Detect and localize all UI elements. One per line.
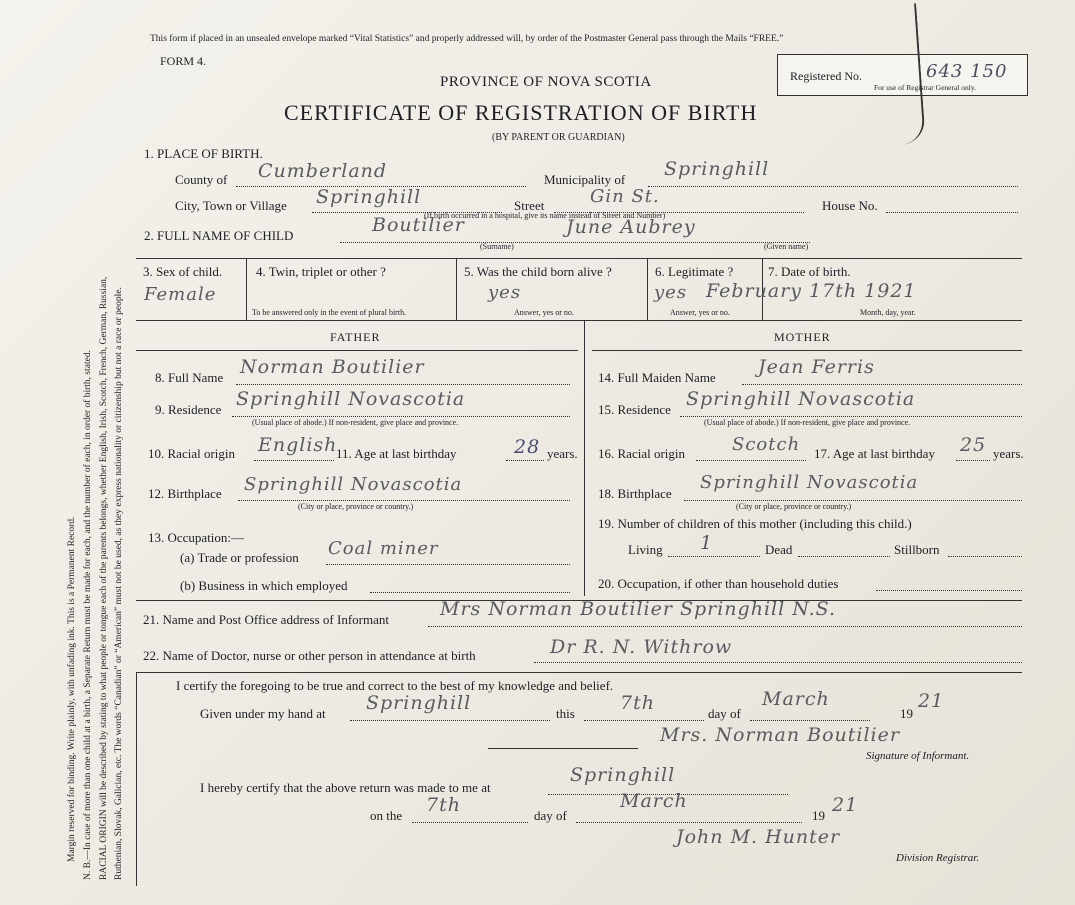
alive-label: 5. Was the child born alive ?: [464, 264, 612, 279]
certify-day-line: [584, 720, 704, 721]
registrar-signature: John M. Hunter: [676, 826, 841, 848]
certify-year-prefix: 19: [900, 706, 913, 721]
given-label: Given under my hand at: [200, 706, 326, 721]
father-bp-line: [238, 500, 570, 501]
father-years: years.: [547, 446, 578, 461]
margin-note-racial-1: RACIAL ORIGIN will be described by stating to what people or tongue each of the parents belongs, whether English, Irish, Scotch, French, German, Russian,: [99, 276, 109, 880]
municipality-value: Springhill: [664, 158, 770, 180]
row3-div-3: [647, 258, 648, 320]
dead-label: Dead: [765, 542, 793, 557]
margin-note-binding: Margin reserved for binding. Write plainly, with unfading ink. This is a Permanent Record.: [67, 516, 77, 862]
given-line: [350, 720, 550, 721]
informant-sig-label: Signature of Informant.: [866, 750, 970, 762]
mother-age-label: 17. Age at last birthday: [814, 446, 935, 461]
county-value: Cumberland: [258, 160, 388, 182]
mother-occ-label: 20. Occupation, if other than household duties: [598, 576, 839, 591]
mother-res-label: 15. Residence: [598, 402, 671, 417]
informant-line: [428, 626, 1022, 627]
registrar-on-label: on the: [370, 808, 403, 823]
father-race-label: 10. Racial origin: [148, 446, 236, 461]
doctor-label: 22. Name of Doctor, nurse or other person in attendance at birth: [143, 648, 476, 663]
mother-race-label: 16. Racial origin: [598, 446, 686, 461]
father-res-value: Springhill Novascotia: [236, 388, 466, 410]
date-value: February 17th 1921: [706, 280, 917, 302]
father-race-value: English: [258, 434, 338, 456]
mother-name-line: [742, 384, 1022, 385]
municipality-label: Municipality of: [544, 172, 626, 187]
mother-race-line: [696, 460, 806, 461]
mother-res-note: (Usual place of abode.) If non-resident, give place and province.: [704, 418, 911, 427]
alive-note: Answer, yes or no.: [514, 308, 574, 317]
certify-left-rule: [136, 672, 137, 886]
registrar-month: March: [620, 790, 688, 812]
sex-value: Female: [144, 284, 217, 305]
registered-sub: For use of Registrar General only.: [874, 83, 976, 92]
registered-label: Registered No.: [790, 69, 862, 83]
given-label: (Given name): [764, 242, 809, 251]
registrar-text: I hereby certify that the above return was made to me at: [200, 780, 491, 795]
city-label: City, Town or Village: [175, 198, 287, 213]
living-label: Living: [628, 542, 663, 557]
certify-this-label: this: [556, 706, 575, 721]
biz-line: [370, 592, 570, 593]
certify-month-line: [750, 720, 870, 721]
mail-notice: This form if placed in an unsealed envelope marked “Vital Statistics” and properly addressed will, by order of the Postmaster General pass through the Mails “FREE.”: [150, 34, 784, 44]
alive-value: yes: [488, 282, 522, 303]
street-value: Gin St.: [590, 186, 660, 207]
father-bp-note: (City or place, province or country.): [298, 502, 414, 511]
certificate-subtitle: (BY PARENT OR GUARDIAN): [492, 132, 625, 143]
certify-text: I certify the foregoing to be true and correct to the best of my knowledge and belief.: [176, 678, 614, 693]
parents-divider: [584, 320, 585, 596]
pen-mark: [892, 3, 926, 144]
municipality-line: [648, 186, 1018, 187]
row3-div-2: [456, 258, 457, 320]
stillborn-label: Stillborn: [894, 542, 940, 557]
registrar-day-line: [412, 822, 528, 823]
house-line: [886, 212, 1018, 213]
father-heading: FATHER: [330, 330, 381, 344]
stillborn-line: [948, 556, 1022, 557]
mother-years: years.: [993, 446, 1024, 461]
sex-label: 3. Sex of child.: [143, 264, 223, 279]
city-value: Springhill: [316, 186, 422, 208]
certify-top-rule: [136, 672, 1022, 673]
mother-heading: MOTHER: [774, 330, 831, 344]
twin-label: 4. Twin, triplet or other ?: [256, 264, 386, 279]
living-line: [668, 556, 760, 557]
date-label: 7. Date of birth.: [768, 264, 851, 279]
certify-month: March: [762, 688, 830, 710]
registrar-dayof-label: day of: [534, 808, 567, 823]
informant-value: Mrs Norman Boutilier Springhill N.S.: [440, 598, 837, 620]
county-label: County of: [175, 172, 228, 187]
certify-day: 7th: [620, 692, 655, 714]
province-heading: PROVINCE OF NOVA SCOTIA: [440, 74, 652, 90]
registrar-day: 7th: [426, 794, 461, 816]
father-name-label: 8. Full Name: [155, 370, 224, 385]
living-value: 1: [700, 532, 714, 554]
legit-label: 6. Legitimate ?: [655, 264, 734, 279]
surname-label: (Surname): [480, 242, 514, 251]
row3-bottom-rule: [136, 320, 1022, 321]
mother-bp-line: [684, 500, 1022, 501]
mother-name-value: Jean Ferris: [758, 356, 875, 378]
father-age-label: 11. Age at last birthday: [336, 446, 457, 461]
registered-number: 643 150: [926, 61, 1008, 82]
trade-line: [326, 564, 570, 565]
child-name-line: [340, 242, 810, 243]
mother-res-line: [680, 416, 1022, 417]
legit-value: yes: [654, 282, 688, 303]
certify-year: 21: [918, 690, 945, 712]
father-res-line: [232, 416, 570, 417]
certificate-title: CERTIFICATE OF REGISTRATION OF BIRTH: [284, 100, 758, 125]
child-surname: Boutilier: [372, 214, 465, 236]
mother-bp-label: 18. Birthplace: [598, 486, 672, 501]
doctor-value: Dr R. N. Withrow: [550, 636, 733, 658]
doctor-line: [534, 662, 1022, 663]
registrar-year-prefix: 19: [812, 808, 825, 823]
registrar-year: 21: [832, 794, 859, 816]
margin-note-nb: N. B.—In case of more than one child at a birth, a Separate Return must be made for each, and the number of each, in order of birth, stated.: [83, 350, 93, 880]
mother-bp-value: Springhill Novascotia: [700, 472, 919, 493]
legit-note: Answer, yes or no.: [670, 308, 730, 317]
registrar-month-line: [576, 822, 802, 823]
hospital-note: (If birth occurred in a hospital, give its name instead of Street and Number): [424, 211, 666, 220]
date-note: Month, day, year.: [860, 308, 916, 317]
row3-top-rule: [136, 258, 1022, 259]
mother-res-value: Springhill Novascotia: [686, 388, 916, 410]
father-res-label: 9. Residence: [155, 402, 222, 417]
father-bp-value: Springhill Novascotia: [244, 474, 463, 495]
father-name-line: [236, 384, 570, 385]
mother-occ-line: [876, 590, 1022, 591]
mother-bp-note: (City or place, province or country.): [736, 502, 852, 511]
father-age-line: [506, 460, 544, 461]
children-label: 19. Number of children of this mother (including this child.): [598, 516, 912, 531]
mother-age-value: 25: [960, 434, 987, 456]
form-number: FORM 4.: [160, 54, 207, 68]
father-head-rule: [136, 350, 578, 351]
twin-note: To be answered only in the event of plural birth.: [252, 308, 407, 317]
biz-label: (b) Business in which employed: [180, 578, 348, 593]
informant-label: 21. Name and Post Office address of Informant: [143, 612, 389, 627]
father-occ-label: 13. Occupation:—: [148, 530, 245, 545]
mother-race-value: Scotch: [732, 434, 801, 455]
trade-value: Coal miner: [328, 538, 439, 559]
mother-age-line: [956, 460, 990, 461]
dead-line: [798, 556, 890, 557]
father-bp-label: 12. Birthplace: [148, 486, 222, 501]
street-label: Street: [514, 198, 545, 213]
trade-label: (a) Trade or profession: [180, 550, 299, 565]
mother-name-label: 14. Full Maiden Name: [598, 370, 716, 385]
child-given: June Aubrey: [566, 216, 696, 238]
father-age-value: 28: [514, 436, 541, 458]
father-res-note: (Usual place of abode.) If non-resident, give place and province.: [252, 418, 459, 427]
given-place: Springhill: [366, 692, 472, 714]
short-rule: [488, 748, 638, 749]
certify-dayof-label: day of: [708, 706, 741, 721]
child-name-heading: 2. FULL NAME OF CHILD: [144, 228, 294, 243]
place-heading: 1. PLACE OF BIRTH.: [144, 146, 263, 161]
house-label: House No.: [822, 198, 878, 213]
father-race-line: [254, 460, 334, 461]
row3-div-1: [246, 258, 247, 320]
father-name-value: Norman Boutilier: [240, 356, 425, 378]
mother-head-rule: [592, 350, 1022, 351]
informant-signature: Mrs. Norman Boutilier: [660, 724, 900, 746]
registrar-place: Springhill: [570, 764, 676, 786]
registrar-sig-label: Division Registrar.: [896, 852, 980, 864]
margin-note-racial-2: Ruthenian, Slovak, Galician, etc. The words “Canadian” or “American” must not be used, as they express nationality or citizenship but not a race or people.: [114, 287, 124, 880]
